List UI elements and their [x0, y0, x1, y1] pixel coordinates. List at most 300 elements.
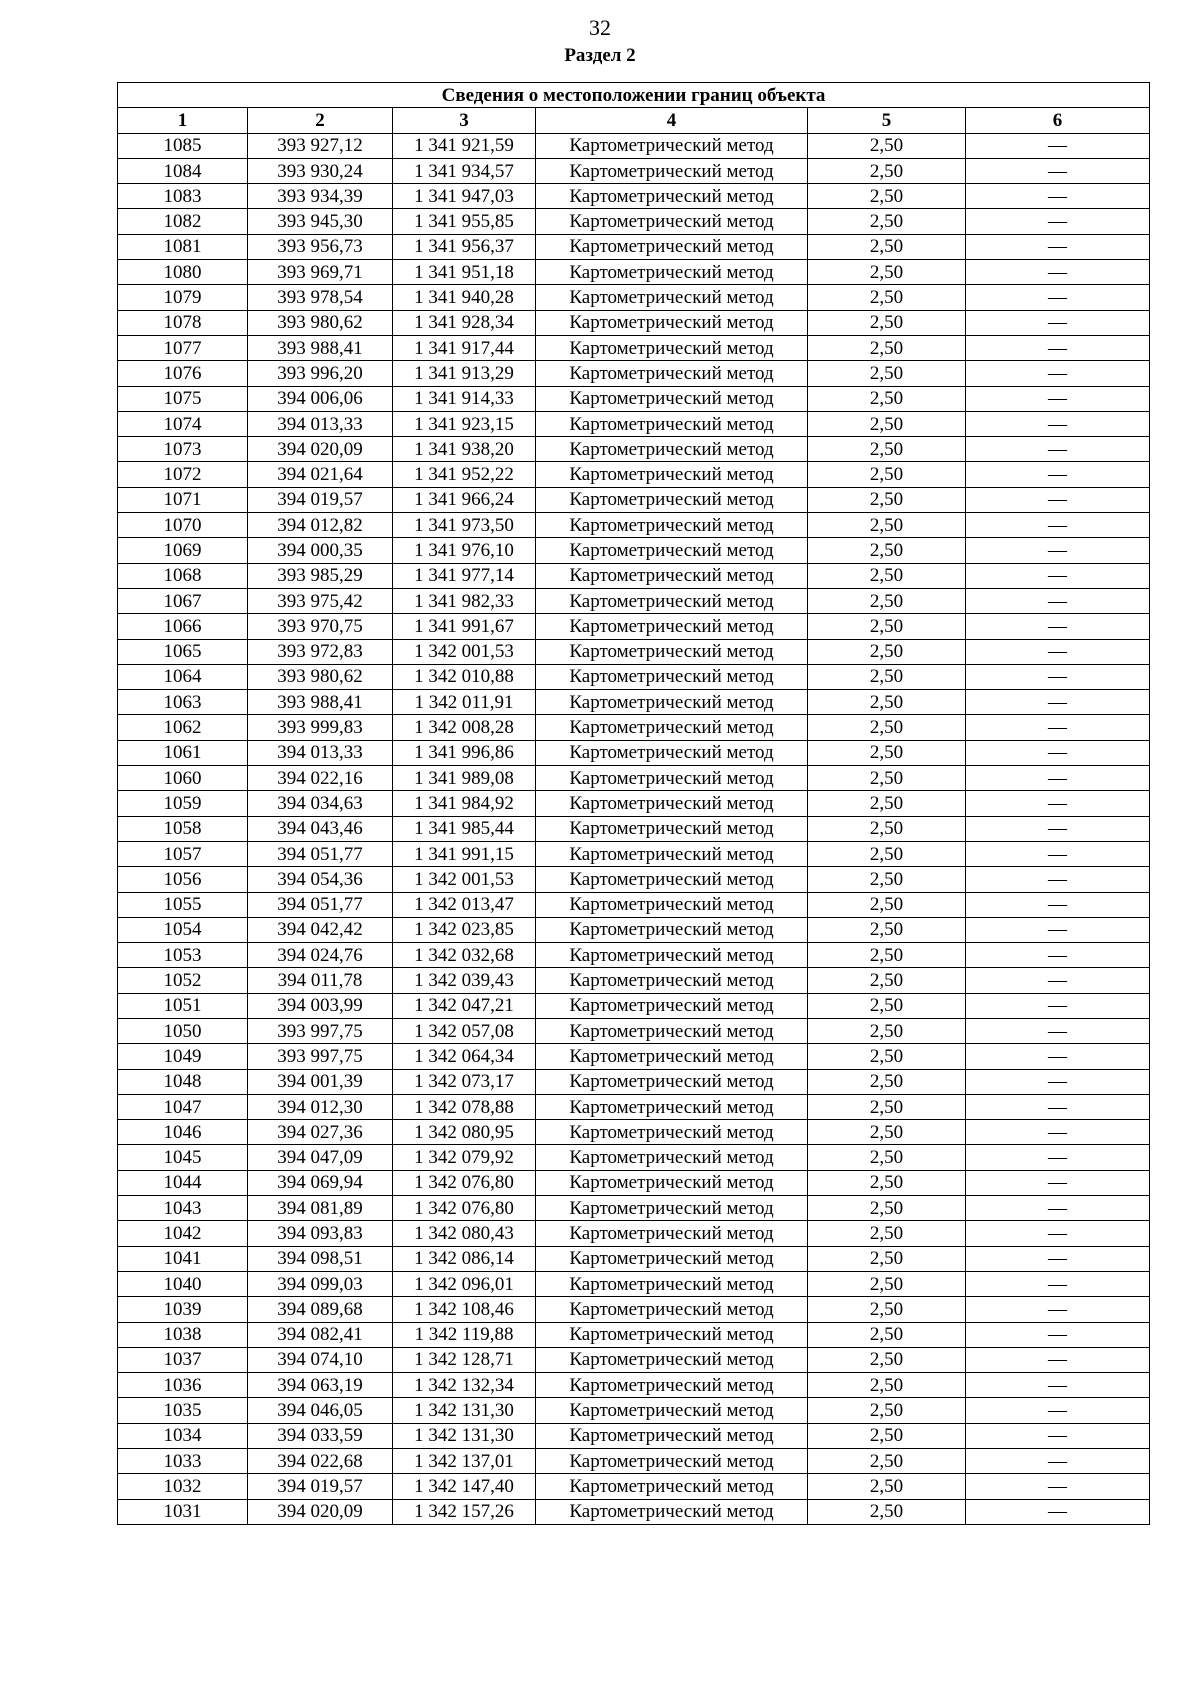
method-cell: Картометрический метод — [536, 1018, 808, 1043]
accuracy-cell: 2,50 — [808, 664, 966, 689]
table-row — [118, 462, 1150, 487]
point-number-cell: 1043 — [118, 1196, 248, 1221]
x-coordinate-cell: 394 081,89 — [248, 1196, 393, 1221]
accuracy-cell: 2,50 — [808, 1449, 966, 1474]
x-coordinate-cell: 393 927,12 — [248, 133, 393, 158]
description-cell: — — [966, 841, 1150, 866]
y-coordinate-cell: 1 342 032,68 — [393, 943, 536, 968]
method-cell: Картометрический метод — [536, 740, 808, 765]
y-coordinate-cell: 1 342 073,17 — [393, 1069, 536, 1094]
y-coordinate-cell: 1 342 039,43 — [393, 968, 536, 993]
method-cell: Картометрический метод — [536, 1069, 808, 1094]
description-cell: — — [966, 791, 1150, 816]
x-coordinate-cell: 393 970,75 — [248, 614, 393, 639]
description-cell: — — [966, 184, 1150, 209]
table-row — [118, 1196, 1150, 1221]
y-coordinate-cell: 1 341 951,18 — [393, 260, 536, 285]
y-coordinate-cell: 1 341 928,34 — [393, 310, 536, 335]
table-row — [118, 1499, 1150, 1524]
description-cell: — — [966, 766, 1150, 791]
table-row — [118, 690, 1150, 715]
x-coordinate-cell: 394 082,41 — [248, 1322, 393, 1347]
description-cell: — — [966, 1094, 1150, 1119]
description-cell: — — [966, 715, 1150, 740]
point-number-cell: 1039 — [118, 1297, 248, 1322]
table-row — [118, 437, 1150, 462]
table-row — [118, 588, 1150, 613]
accuracy-cell: 2,50 — [808, 1196, 966, 1221]
y-coordinate-cell: 1 341 921,59 — [393, 133, 536, 158]
x-coordinate-cell: 394 021,64 — [248, 462, 393, 487]
method-cell: Картометрический метод — [536, 538, 808, 563]
point-number-cell: 1061 — [118, 740, 248, 765]
y-coordinate-cell: 1 342 096,01 — [393, 1271, 536, 1296]
table-row — [118, 184, 1150, 209]
x-coordinate-cell: 393 996,20 — [248, 361, 393, 386]
y-coordinate-cell: 1 341 934,57 — [393, 158, 536, 183]
method-cell: Картометрический метод — [536, 1196, 808, 1221]
description-cell: — — [966, 892, 1150, 917]
x-coordinate-cell: 394 093,83 — [248, 1221, 393, 1246]
y-coordinate-cell: 1 342 131,30 — [393, 1398, 536, 1423]
method-cell: Картометрический метод — [536, 1474, 808, 1499]
description-cell: — — [966, 1297, 1150, 1322]
table-row — [118, 158, 1150, 183]
table-row — [118, 968, 1150, 993]
accuracy-cell: 2,50 — [808, 1094, 966, 1119]
description-cell: — — [966, 588, 1150, 613]
y-coordinate-cell: 1 342 076,80 — [393, 1196, 536, 1221]
description-cell: — — [966, 917, 1150, 942]
table-row — [118, 892, 1150, 917]
description-cell: — — [966, 1347, 1150, 1372]
accuracy-cell: 2,50 — [808, 335, 966, 360]
method-cell: Картометрический метод — [536, 158, 808, 183]
table-row — [118, 1474, 1150, 1499]
description-cell: — — [966, 943, 1150, 968]
description-cell: — — [966, 1044, 1150, 1069]
method-cell: Картометрический метод — [536, 690, 808, 715]
point-number-cell: 1034 — [118, 1423, 248, 1448]
x-coordinate-cell: 394 054,36 — [248, 867, 393, 892]
point-number-cell: 1078 — [118, 310, 248, 335]
description-cell: — — [966, 1423, 1150, 1448]
description-cell: — — [966, 1018, 1150, 1043]
description-cell: — — [966, 1246, 1150, 1271]
description-cell: — — [966, 234, 1150, 259]
method-cell: Картометрический метод — [536, 841, 808, 866]
point-number-cell: 1073 — [118, 437, 248, 462]
accuracy-cell: 2,50 — [808, 234, 966, 259]
description-cell: — — [966, 993, 1150, 1018]
method-cell: Картометрический метод — [536, 1170, 808, 1195]
x-coordinate-cell: 394 022,16 — [248, 766, 393, 791]
x-coordinate-cell: 394 051,77 — [248, 841, 393, 866]
column-number-row — [118, 108, 1150, 133]
x-coordinate-cell: 394 024,76 — [248, 943, 393, 968]
point-number-cell: 1036 — [118, 1373, 248, 1398]
method-cell: Картометрический метод — [536, 968, 808, 993]
description-cell: — — [966, 487, 1150, 512]
description-cell: — — [966, 1145, 1150, 1170]
method-cell: Картометрический метод — [536, 791, 808, 816]
table-row — [118, 538, 1150, 563]
y-coordinate-cell: 1 341 991,67 — [393, 614, 536, 639]
y-coordinate-cell: 1 341 952,22 — [393, 462, 536, 487]
table-row — [118, 614, 1150, 639]
point-number-cell: 1037 — [118, 1347, 248, 1372]
table-row — [118, 867, 1150, 892]
x-coordinate-cell: 393 956,73 — [248, 234, 393, 259]
x-coordinate-cell: 394 099,03 — [248, 1271, 393, 1296]
accuracy-cell: 2,50 — [808, 892, 966, 917]
method-cell: Картометрический метод — [536, 1145, 808, 1170]
y-coordinate-cell: 1 342 137,01 — [393, 1449, 536, 1474]
method-cell: Картометрический метод — [536, 614, 808, 639]
x-coordinate-cell: 394 012,30 — [248, 1094, 393, 1119]
accuracy-cell: 2,50 — [808, 437, 966, 462]
x-coordinate-cell: 394 098,51 — [248, 1246, 393, 1271]
point-number-cell: 1081 — [118, 234, 248, 259]
column-header: 6 — [966, 108, 1150, 133]
description-cell: — — [966, 1170, 1150, 1195]
table-body — [118, 133, 1150, 1524]
accuracy-cell: 2,50 — [808, 588, 966, 613]
y-coordinate-cell: 1 342 147,40 — [393, 1474, 536, 1499]
x-coordinate-cell: 394 034,63 — [248, 791, 393, 816]
accuracy-cell: 2,50 — [808, 968, 966, 993]
method-cell: Картометрический метод — [536, 664, 808, 689]
x-coordinate-cell: 394 011,78 — [248, 968, 393, 993]
accuracy-cell: 2,50 — [808, 1069, 966, 1094]
accuracy-cell: 2,50 — [808, 1398, 966, 1423]
method-cell: Картометрический метод — [536, 1373, 808, 1398]
y-coordinate-cell: 1 341 985,44 — [393, 816, 536, 841]
point-number-cell: 1048 — [118, 1069, 248, 1094]
method-cell: Картометрический метод — [536, 1297, 808, 1322]
column-header: 4 — [536, 108, 808, 133]
accuracy-cell: 2,50 — [808, 1221, 966, 1246]
method-cell: Картометрический метод — [536, 816, 808, 841]
description-cell: — — [966, 1499, 1150, 1524]
x-coordinate-cell: 394 022,68 — [248, 1449, 393, 1474]
point-number-cell: 1038 — [118, 1322, 248, 1347]
x-coordinate-cell: 394 051,77 — [248, 892, 393, 917]
point-number-cell: 1046 — [118, 1120, 248, 1145]
column-header: 2 — [248, 108, 393, 133]
point-number-cell: 1033 — [118, 1449, 248, 1474]
description-cell: — — [966, 1373, 1150, 1398]
point-number-cell: 1077 — [118, 335, 248, 360]
accuracy-cell: 2,50 — [808, 361, 966, 386]
accuracy-cell: 2,50 — [808, 943, 966, 968]
column-header: 1 — [118, 108, 248, 133]
point-number-cell: 1044 — [118, 1170, 248, 1195]
x-coordinate-cell: 394 033,59 — [248, 1423, 393, 1448]
description-cell: — — [966, 690, 1150, 715]
table-row — [118, 664, 1150, 689]
y-coordinate-cell: 1 341 914,33 — [393, 386, 536, 411]
point-number-cell: 1065 — [118, 639, 248, 664]
point-number-cell: 1042 — [118, 1221, 248, 1246]
accuracy-cell: 2,50 — [808, 487, 966, 512]
accuracy-cell: 2,50 — [808, 462, 966, 487]
table-row — [118, 1322, 1150, 1347]
point-number-cell: 1053 — [118, 943, 248, 968]
point-number-cell: 1062 — [118, 715, 248, 740]
x-coordinate-cell: 394 019,57 — [248, 487, 393, 512]
point-number-cell: 1058 — [118, 816, 248, 841]
x-coordinate-cell: 393 975,42 — [248, 588, 393, 613]
table-row — [118, 234, 1150, 259]
table-row — [118, 1170, 1150, 1195]
description-cell: — — [966, 209, 1150, 234]
table-row — [118, 1297, 1150, 1322]
description-cell: — — [966, 361, 1150, 386]
accuracy-cell: 2,50 — [808, 690, 966, 715]
method-cell: Картометрический метод — [536, 386, 808, 411]
y-coordinate-cell: 1 342 080,43 — [393, 1221, 536, 1246]
x-coordinate-cell: 393 978,54 — [248, 285, 393, 310]
point-number-cell: 1031 — [118, 1499, 248, 1524]
y-coordinate-cell: 1 342 064,34 — [393, 1044, 536, 1069]
description-cell: — — [966, 310, 1150, 335]
description-cell: — — [966, 1069, 1150, 1094]
y-coordinate-cell: 1 342 076,80 — [393, 1170, 536, 1195]
description-cell: — — [966, 664, 1150, 689]
page-number: 32 — [589, 15, 611, 40]
method-cell: Картометрический метод — [536, 260, 808, 285]
point-number-cell: 1052 — [118, 968, 248, 993]
y-coordinate-cell: 1 341 973,50 — [393, 513, 536, 538]
y-coordinate-cell: 1 341 947,03 — [393, 184, 536, 209]
point-number-cell: 1072 — [118, 462, 248, 487]
description-cell: — — [966, 1196, 1150, 1221]
description-cell: — — [966, 437, 1150, 462]
y-coordinate-cell: 1 342 013,47 — [393, 892, 536, 917]
x-coordinate-cell: 394 063,19 — [248, 1373, 393, 1398]
table-row — [118, 487, 1150, 512]
point-number-cell: 1041 — [118, 1246, 248, 1271]
accuracy-cell: 2,50 — [808, 1044, 966, 1069]
y-coordinate-cell: 1 342 057,08 — [393, 1018, 536, 1043]
point-number-cell: 1074 — [118, 411, 248, 436]
table-row — [118, 1221, 1150, 1246]
method-cell: Картометрический метод — [536, 184, 808, 209]
method-cell: Картометрический метод — [536, 715, 808, 740]
point-number-cell: 1085 — [118, 133, 248, 158]
table-row — [118, 1398, 1150, 1423]
x-coordinate-cell: 393 988,41 — [248, 335, 393, 360]
accuracy-cell: 2,50 — [808, 411, 966, 436]
x-coordinate-cell: 393 997,75 — [248, 1044, 393, 1069]
x-coordinate-cell: 394 003,99 — [248, 993, 393, 1018]
x-coordinate-cell: 393 930,24 — [248, 158, 393, 183]
description-cell: — — [966, 639, 1150, 664]
accuracy-cell: 2,50 — [808, 1474, 966, 1499]
method-cell: Картометрический метод — [536, 1423, 808, 1448]
method-cell: Картометрический метод — [536, 1094, 808, 1119]
y-coordinate-cell: 1 341 940,28 — [393, 285, 536, 310]
accuracy-cell: 2,50 — [808, 1423, 966, 1448]
point-number-cell: 1035 — [118, 1398, 248, 1423]
x-coordinate-cell: 394 047,09 — [248, 1145, 393, 1170]
x-coordinate-cell: 394 000,35 — [248, 538, 393, 563]
description-cell: — — [966, 1398, 1150, 1423]
method-cell: Картометрический метод — [536, 867, 808, 892]
accuracy-cell: 2,50 — [808, 386, 966, 411]
description-cell: — — [966, 513, 1150, 538]
accuracy-cell: 2,50 — [808, 1170, 966, 1195]
table-row — [118, 209, 1150, 234]
method-cell: Картометрический метод — [536, 1246, 808, 1271]
table-row — [118, 411, 1150, 436]
accuracy-cell: 2,50 — [808, 538, 966, 563]
table-row — [118, 715, 1150, 740]
description-cell: — — [966, 285, 1150, 310]
point-number-cell: 1060 — [118, 766, 248, 791]
x-coordinate-cell: 394 012,82 — [248, 513, 393, 538]
accuracy-cell: 2,50 — [808, 1018, 966, 1043]
y-coordinate-cell: 1 342 078,88 — [393, 1094, 536, 1119]
y-coordinate-cell: 1 342 080,95 — [393, 1120, 536, 1145]
description-cell: — — [966, 158, 1150, 183]
method-cell: Картометрический метод — [536, 766, 808, 791]
accuracy-cell: 2,50 — [808, 1297, 966, 1322]
table-row — [118, 943, 1150, 968]
x-coordinate-cell: 393 972,83 — [248, 639, 393, 664]
method-cell: Картометрический метод — [536, 588, 808, 613]
method-cell: Картометрический метод — [536, 361, 808, 386]
y-coordinate-cell: 1 341 976,10 — [393, 538, 536, 563]
x-coordinate-cell: 394 006,06 — [248, 386, 393, 411]
x-coordinate-cell: 393 985,29 — [248, 563, 393, 588]
y-coordinate-cell: 1 341 917,44 — [393, 335, 536, 360]
accuracy-cell: 2,50 — [808, 310, 966, 335]
table-row — [118, 513, 1150, 538]
accuracy-cell: 2,50 — [808, 209, 966, 234]
accuracy-cell: 2,50 — [808, 133, 966, 158]
point-number-cell: 1045 — [118, 1145, 248, 1170]
table-row — [118, 1449, 1150, 1474]
description-cell: — — [966, 260, 1150, 285]
accuracy-cell: 2,50 — [808, 158, 966, 183]
x-coordinate-cell: 394 020,09 — [248, 437, 393, 462]
y-coordinate-cell: 1 342 132,34 — [393, 1373, 536, 1398]
y-coordinate-cell: 1 341 966,24 — [393, 487, 536, 512]
description-cell: — — [966, 133, 1150, 158]
column-header: 3 — [393, 108, 536, 133]
point-number-cell: 1067 — [118, 588, 248, 613]
point-number-cell: 1056 — [118, 867, 248, 892]
description-cell: — — [966, 386, 1150, 411]
point-number-cell: 1071 — [118, 487, 248, 512]
y-coordinate-cell: 1 342 001,53 — [393, 639, 536, 664]
point-number-cell: 1049 — [118, 1044, 248, 1069]
point-number-cell: 1063 — [118, 690, 248, 715]
accuracy-cell: 2,50 — [808, 1120, 966, 1145]
table-row — [118, 791, 1150, 816]
column-header: 5 — [808, 108, 966, 133]
method-cell: Картометрический метод — [536, 285, 808, 310]
method-cell: Картометрический метод — [536, 234, 808, 259]
method-cell: Картометрический метод — [536, 437, 808, 462]
point-number-cell: 1047 — [118, 1094, 248, 1119]
point-number-cell: 1083 — [118, 184, 248, 209]
point-number-cell: 1075 — [118, 386, 248, 411]
description-cell: — — [966, 867, 1150, 892]
description-cell: — — [966, 1474, 1150, 1499]
x-coordinate-cell: 394 013,33 — [248, 411, 393, 436]
table-row — [118, 816, 1150, 841]
method-cell: Картометрический метод — [536, 487, 808, 512]
x-coordinate-cell: 394 042,42 — [248, 917, 393, 942]
x-coordinate-cell: 394 020,09 — [248, 1499, 393, 1524]
point-number-cell: 1040 — [118, 1271, 248, 1296]
table-row — [118, 335, 1150, 360]
table-row — [118, 740, 1150, 765]
accuracy-cell: 2,50 — [808, 184, 966, 209]
x-coordinate-cell: 394 013,33 — [248, 740, 393, 765]
y-coordinate-cell: 1 342 023,85 — [393, 917, 536, 942]
accuracy-cell: 2,50 — [808, 1271, 966, 1296]
point-number-cell: 1059 — [118, 791, 248, 816]
point-number-cell: 1069 — [118, 538, 248, 563]
point-number-cell: 1054 — [118, 917, 248, 942]
description-cell: — — [966, 1221, 1150, 1246]
y-coordinate-cell: 1 342 131,30 — [393, 1423, 536, 1448]
table-row — [118, 1094, 1150, 1119]
y-coordinate-cell: 1 342 157,26 — [393, 1499, 536, 1524]
description-cell: — — [966, 614, 1150, 639]
y-coordinate-cell: 1 342 047,21 — [393, 993, 536, 1018]
y-coordinate-cell: 1 341 996,86 — [393, 740, 536, 765]
accuracy-cell: 2,50 — [808, 614, 966, 639]
method-cell: Картометрический метод — [536, 462, 808, 487]
y-coordinate-cell: 1 342 128,71 — [393, 1347, 536, 1372]
table-row — [118, 1120, 1150, 1145]
point-number-cell: 1066 — [118, 614, 248, 639]
point-number-cell: 1070 — [118, 513, 248, 538]
description-cell: — — [966, 816, 1150, 841]
point-number-cell: 1051 — [118, 993, 248, 1018]
table-row — [118, 310, 1150, 335]
x-coordinate-cell: 393 997,75 — [248, 1018, 393, 1043]
x-coordinate-cell: 394 046,05 — [248, 1398, 393, 1423]
y-coordinate-cell: 1 341 984,92 — [393, 791, 536, 816]
method-cell: Картометрический метод — [536, 639, 808, 664]
accuracy-cell: 2,50 — [808, 1145, 966, 1170]
description-cell: — — [966, 411, 1150, 436]
accuracy-cell: 2,50 — [808, 715, 966, 740]
y-coordinate-cell: 1 342 008,28 — [393, 715, 536, 740]
accuracy-cell: 2,50 — [808, 993, 966, 1018]
accuracy-cell: 2,50 — [808, 917, 966, 942]
accuracy-cell: 2,50 — [808, 766, 966, 791]
description-cell: — — [966, 538, 1150, 563]
method-cell: Картометрический метод — [536, 917, 808, 942]
section-title: Раздел 2 — [564, 45, 636, 66]
point-number-cell: 1068 — [118, 563, 248, 588]
method-cell: Картометрический метод — [536, 1322, 808, 1347]
y-coordinate-cell: 1 342 001,53 — [393, 867, 536, 892]
method-cell: Картометрический метод — [536, 1044, 808, 1069]
accuracy-cell: 2,50 — [808, 867, 966, 892]
y-coordinate-cell: 1 341 989,08 — [393, 766, 536, 791]
x-coordinate-cell: 394 043,46 — [248, 816, 393, 841]
x-coordinate-cell: 394 001,39 — [248, 1069, 393, 1094]
accuracy-cell: 2,50 — [808, 639, 966, 664]
